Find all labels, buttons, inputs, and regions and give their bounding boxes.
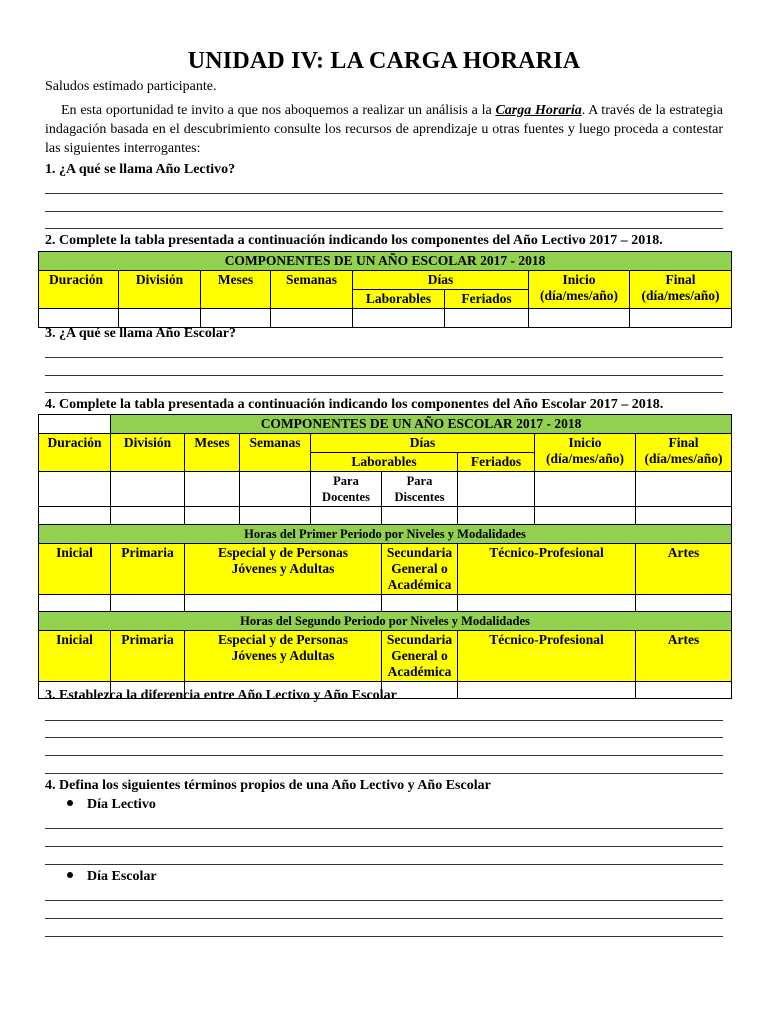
input-cell[interactable] — [636, 507, 732, 525]
col-semanas: Semanas — [240, 434, 311, 472]
input-cell[interactable] — [382, 507, 458, 525]
input-cell[interactable] — [630, 309, 732, 328]
answer-line[interactable] — [45, 918, 723, 919]
input-cell[interactable] — [636, 472, 732, 507]
table-ano-escolar — [38, 414, 732, 699]
intro-before: En esta oportunidad te invito a que nos aboquemos a realizar un análisis a la — [61, 103, 492, 118]
col-duracion: Duración — [39, 434, 111, 472]
col-tecnico: Técnico-Profesional — [458, 544, 636, 595]
col-dias: Días — [311, 434, 535, 453]
question-1: 1. ¿A qué se llama Año Lectivo? — [45, 162, 236, 177]
col-inicio: Inicio (día/mes/año) — [529, 271, 630, 309]
col-dias: Días — [353, 271, 529, 290]
input-cell[interactable] — [201, 309, 271, 328]
col-especial: Especial y de Personas Jóvenes y Adultas — [185, 631, 382, 682]
col-final: Final (día/mes/año) — [630, 271, 732, 309]
table-header: COMPONENTES DE UN AÑO ESCOLAR 2017 - 2018 — [39, 252, 732, 271]
col-artes: Artes — [636, 544, 732, 595]
input-cell[interactable] — [636, 595, 732, 612]
col-division: División — [111, 434, 185, 472]
input-cell[interactable] — [535, 507, 636, 525]
answer-line[interactable] — [45, 900, 723, 901]
col-laborables: Laborables — [353, 290, 445, 309]
input-cell[interactable] — [311, 507, 382, 525]
question-4: 4. Complete la tabla presentada a continuación indicando los componentes del Año Escolar 2017 – 2018. — [45, 397, 664, 412]
input-cell[interactable] — [111, 595, 185, 612]
answer-line[interactable] — [45, 375, 723, 376]
input-cell[interactable] — [458, 472, 535, 507]
input-cell[interactable] — [458, 507, 535, 525]
input-cell[interactable] — [111, 507, 185, 525]
question-3: 3. ¿A qué se llama Año Escolar? — [45, 326, 236, 341]
answer-line[interactable] — [45, 211, 723, 212]
col-laborables: Laborables — [311, 453, 458, 472]
answer-line[interactable] — [45, 720, 723, 721]
col-inicial: Inicial — [39, 544, 111, 595]
input-cell[interactable] — [119, 309, 201, 328]
col-inicial: Inicial — [39, 631, 111, 682]
col-feriados: Feriados — [458, 453, 535, 472]
input-cell[interactable] — [458, 595, 636, 612]
section-header-periodo-1: Horas del Primer Periodo por Niveles y Modalidades — [39, 525, 732, 544]
question-5: 3. Establezca la diferencia entre Año Lectivo y Año Escolar — [45, 688, 397, 703]
input-cell[interactable] — [240, 507, 311, 525]
input-cell[interactable] — [185, 507, 240, 525]
bullet-icon — [67, 872, 73, 878]
answer-line[interactable] — [45, 737, 723, 738]
answer-line[interactable] — [45, 936, 723, 937]
col-feriados: Feriados — [445, 290, 529, 309]
input-cell[interactable] — [382, 595, 458, 612]
input-cell[interactable] — [636, 682, 732, 699]
bullet-dia-lectivo: Día Lectivo — [67, 797, 156, 813]
input-cell[interactable] — [535, 472, 636, 507]
answer-line[interactable] — [45, 193, 723, 194]
intro-after: . A través de la estrategia indagación basada en el descubrimiento consulte los recursos de aprendizaje u otras fuentes y luego proceda a contestar las siguientes interrogantes: — [45, 103, 724, 156]
section-header-periodo-2: Horas del Segundo Periodo por Niveles y Modalidades — [39, 612, 732, 631]
input-cell[interactable] — [39, 507, 111, 525]
greeting: Saludos estimado participante. — [45, 79, 217, 94]
col-para-discentes: Para Discentes — [382, 472, 458, 507]
col-para-docentes: Para Docentes — [311, 472, 382, 507]
bullet-dia-escolar: Día Escolar — [67, 869, 157, 885]
input-cell[interactable] — [39, 595, 111, 612]
input-cell[interactable] — [271, 309, 353, 328]
intro-paragraph — [45, 101, 723, 158]
answer-line[interactable] — [45, 864, 723, 865]
table-row — [39, 309, 732, 328]
answer-line[interactable] — [45, 357, 723, 358]
input-cell[interactable] — [458, 682, 636, 699]
col-tecnico: Técnico-Profesional — [458, 631, 636, 682]
input-cell[interactable] — [39, 309, 119, 328]
input-cell[interactable] — [353, 309, 445, 328]
table-row — [39, 595, 732, 612]
col-meses: Meses — [201, 271, 271, 309]
table-header: COMPONENTES DE UN AÑO ESCOLAR 2017 - 2018 — [111, 415, 732, 434]
col-secundaria: Secundaria General o Académica — [382, 631, 458, 682]
input-cell[interactable] — [445, 309, 529, 328]
question-2: 2. Complete la tabla presentada a continuación indicando los componentes del Año Lectivo 2017 – 2018. — [45, 233, 663, 248]
bullet-icon — [67, 800, 73, 806]
answer-line[interactable] — [45, 846, 723, 847]
table-ano-lectivo — [38, 251, 732, 328]
table-row — [39, 507, 732, 525]
answer-line[interactable] — [45, 228, 723, 229]
question-6: 4. Defina los siguientes términos propios de una Año Lectivo y Año Escolar — [45, 778, 491, 793]
answer-line[interactable] — [45, 392, 723, 393]
answer-line[interactable] — [45, 828, 723, 829]
answer-line[interactable] — [45, 755, 723, 756]
col-especial: Especial y de Personas Jóvenes y Adultas — [185, 544, 382, 595]
col-semanas: Semanas — [271, 271, 353, 309]
blank-cell — [39, 415, 111, 434]
col-duracion: Duración — [39, 271, 119, 309]
input-cell[interactable] — [529, 309, 630, 328]
intro-emphasis: Carga Horaria — [495, 103, 582, 118]
col-division: División — [119, 271, 201, 309]
answer-line[interactable] — [45, 773, 723, 774]
col-inicio: Inicio (día/mes/año) — [535, 434, 636, 472]
col-primaria: Primaria — [111, 544, 185, 595]
col-primaria: Primaria — [111, 631, 185, 682]
col-final: Final (día/mes/año) — [636, 434, 732, 472]
col-artes: Artes — [636, 631, 732, 682]
col-meses: Meses — [185, 434, 240, 472]
page-title: UNIDAD IV: LA CARGA HORARIA — [187, 48, 581, 74]
col-secundaria: Secundaria General o Académica — [382, 544, 458, 595]
input-cell[interactable] — [185, 595, 382, 612]
